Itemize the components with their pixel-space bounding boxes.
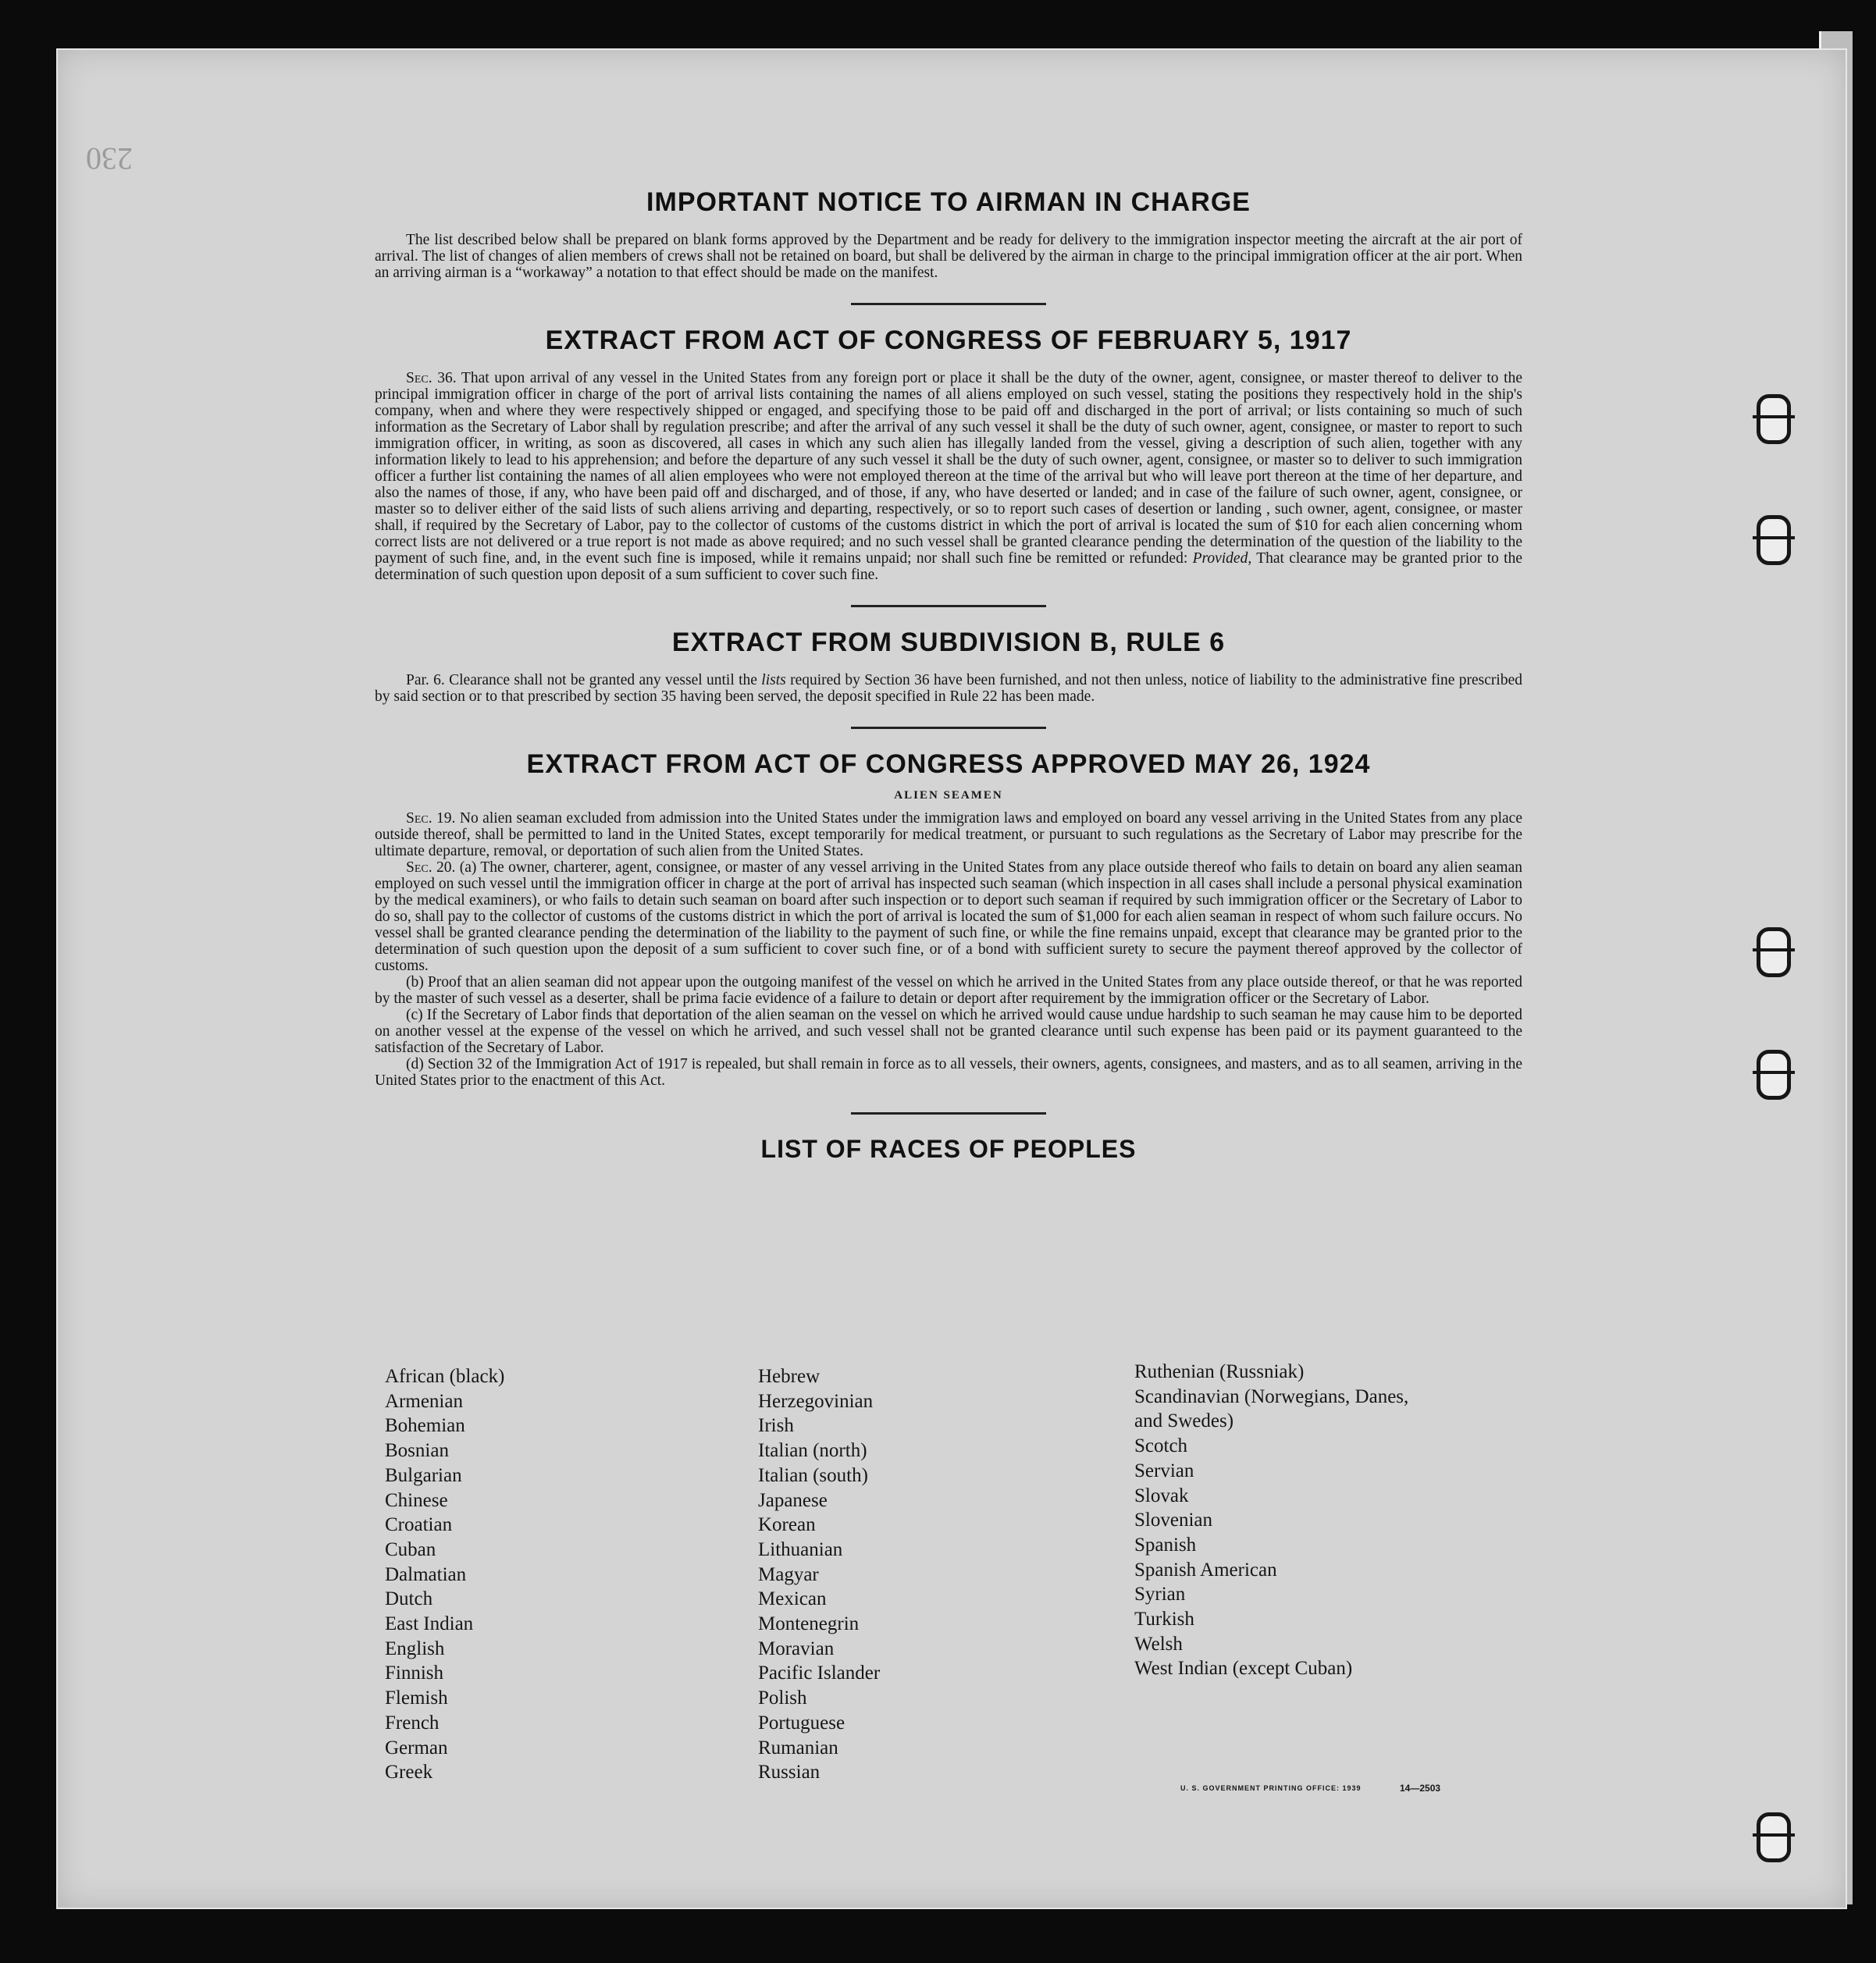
race-item: Mexican <box>758 1588 827 1610</box>
race-item: Hebrew <box>758 1366 821 1387</box>
race-item: Scandinavian (Norwegians, Danes, and Swedes) <box>1134 1385 1409 1432</box>
section-label: Sec. 19. <box>406 810 456 827</box>
race-item: Bosnian <box>385 1440 449 1462</box>
races-column <box>1134 1360 1493 1681</box>
sec20c-text: (c) If the Secretary of Labor finds that deportation of the alien seaman on the vessel on which he arrived would cause undue hardship to such seaman he may cause him to be deported on another vessel at the expense of the vessel on which he arrived, and such vessel shall not be granted clearance until such expense has been paid or its payment guaranteed to the satisfaction of the Secretary of Labor. <box>375 1007 1522 1056</box>
race-item: African (black) <box>385 1366 505 1387</box>
race-item: English <box>385 1638 445 1659</box>
divider-rule <box>851 303 1046 305</box>
binder-ring <box>1757 515 1791 565</box>
sec20b-text: (b) Proof that an alien seaman did not appear upon the outgoing manifest of the vessel on which he arrived in the United States from any place outside thereof, or that he was reported by the master of such vessel as a deserter, shall be prima facie evidence of a failure to detain or deport after requirement by the immigration officer or the Secretary of Labor. <box>375 974 1522 1007</box>
printer-imprint: U. S. GOVERNMENT PRINTING OFFICE: 1939 <box>1180 1784 1362 1792</box>
race-item: Cuban <box>385 1538 436 1560</box>
race-item: Scotch <box>1134 1435 1188 1457</box>
race-item: Korean <box>758 1514 816 1536</box>
race-item: Dutch <box>385 1588 433 1610</box>
race-item: Welsh <box>1134 1633 1183 1655</box>
race-item: West Indian (except Cuban) <box>1134 1658 1353 1680</box>
alien-seamen-subheading: ALIEN SEAMEN <box>894 789 1003 802</box>
race-item: Italian (south) <box>758 1464 868 1486</box>
sec20a-text <box>375 859 1522 974</box>
race-item: Croatian <box>385 1514 453 1536</box>
section-label: Sec. 36. <box>406 370 457 386</box>
sec20d-text: (d) Section 32 of the Immigration Act of 1917 is repealed, but shall remain in force as to all vessels, their owners, agents, consignees, and masters, and as to all seamen, arriving in the United States prior to the enactment of this Act. <box>375 1056 1522 1089</box>
rule6-text <box>375 672 1522 705</box>
race-item: Servian <box>1134 1460 1194 1481</box>
notice-text: The list described below shall be prepared on blank forms approved by the Department and be ready for delivery to the immigration inspector meeting the aircraft at the air port of arrival. The list of changes of alien members of crews shall not be retained on board, but shall be delivered by the airman in charge to the principal immigration officer at the air port. When an arriving airman is a “workaway” a notation to that effect should be made on the manifest. <box>375 232 1522 281</box>
race-item: Dalmatian <box>385 1563 467 1585</box>
race-item: Polish <box>758 1687 807 1709</box>
race-item: Armenian <box>385 1390 463 1412</box>
race-item: Bulgarian <box>385 1464 462 1486</box>
binder-ring <box>1757 1812 1791 1862</box>
act-1924-section <box>375 749 1522 1089</box>
race-item: Greek <box>385 1762 433 1783</box>
section-body: That upon arrival of any vessel in the United States from any foreign port or place it shall be the duty of the owner, agent, consignee, or master thereof to deliver to the principal immigration officer in charge of the port of arrival lists containing the names of all aliens employed on such vessel, stating the positions they respectively hold in the ship's company, when and where they were respectively shipped or engaged, and specifying those to be paid off and discharged in the port of arrival; or lists containing so much of such information as the Secretary of Labor shall by regulation prescribe; and after the arrival of any such vessel it shall be the duty of such owner, agent, consignee, or master to report to such immigration officer, in writing, as soon as discovered, all cases in which any such alien has illegally landed from the vessel, giving a description of such alien, together with any information likely to lead to his apprehension; and before the departure of any such vessel it shall be the duty of such owner, agent, consignee, or master so to deliver to such immigration officer a further list containing the names of all alien employees who were not employed thereon at the time of the arrival but who will leave port thereon at the time of her departure, and also the names of those, if any, who have been paid off and discharged, and of those, if any, who have deserted or landed; and in case of the failure of such owner, agent, consignee, or master so to deliver either of the said lists of such aliens arriving and departing, respectively, or so to report such cases of desertion or landing , such owner, agent, consignee, or master shall, if required by the Secretary of Labor, pay to the collector of customs of the customs district in which the port of arrival is located the sum of $10 for each alien concerning whom correct lists are not delivered or a true report is not made as above required; and no such vessel shall be granted clearance pending the determination of the question of the liability to the payment of such fine, and, in the event such fine is imposed, while it remains unpaid; nor shall such fine be remitted or refunded: <box>375 370 1522 567</box>
race-item: Pacific Islander <box>758 1663 881 1684</box>
race-item: Rumanian <box>758 1737 838 1759</box>
binder-ring <box>1757 394 1791 444</box>
race-item: Spanish American <box>1134 1559 1277 1581</box>
notice-section <box>375 187 1522 281</box>
proviso-word: Provided, <box>1192 550 1252 567</box>
race-item: German <box>385 1737 448 1759</box>
act-1917-section <box>375 325 1522 583</box>
divider-rule <box>851 727 1046 729</box>
race-item: Slovak <box>1134 1485 1189 1506</box>
rule6-text-before: Par. 6. Clearance shall not be granted any vessel until the <box>406 672 757 688</box>
race-item: Moravian <box>758 1638 835 1659</box>
section-body: (a) The owner, charterer, agent, consignee, or master of any vessel arriving in the United States from any place outside thereof who fails to detain on board any alien seaman employed on such vessel until the immigration officer in charge at the port of arrival has inspected such seaman (which inspection in all cases shall include a personal physical examination by the medical examiners), or who fails to detain such seaman on board after such inspection or to deport such seaman if required by such immigration officer or the Secretary of Labor to do so, shall pay to the collector of customs of the customs district in which the port of arrival is located the sum of $1,000 for each alien seaman in respect of whom such failure occurs. No vessel shall be granted clearance pending the determination of the liability to the payment of such fine, or while the fine remains unpaid, except that clearance may be granted prior to the determination of such question upon the deposit of a sum sufficient to cover such fine, or of a bond with sufficient surety to secure the payment thereof approved by the collector of customs. <box>375 859 1522 974</box>
rule6-section <box>375 628 1522 705</box>
race-item: Lithuanian <box>758 1538 843 1560</box>
sec19-text <box>375 810 1522 859</box>
document-content <box>375 187 1522 1164</box>
section-body: No alien seaman excluded from admission into the United States under the immigration laws and employed on board any vessel arriving in the United States from any place outside thereof, shall be permitted to land in the United States, except temporarily for medical treatment, or pursuant to such regulations as the Secretary of Labor may prescribe for the ultimate departure, removal, or deportation of such alien from the United States. <box>375 810 1522 859</box>
race-item: Finnish <box>385 1663 444 1684</box>
races-column <box>385 1364 744 1785</box>
section-label: Sec. 20. <box>406 859 456 876</box>
page-number: 230 <box>86 141 133 176</box>
rule6-italic-word: lists <box>761 672 786 688</box>
race-item: Bohemian <box>385 1415 465 1437</box>
notice-heading: IMPORTANT NOTICE TO AIRMAN IN CHARGE <box>646 187 1251 217</box>
race-item: Chinese <box>385 1489 448 1511</box>
rule6-heading: EXTRACT FROM SUBDIVISION B, RULE 6 <box>671 628 1226 657</box>
race-item: Spanish <box>1134 1534 1197 1556</box>
race-item: Irish <box>758 1415 794 1437</box>
binder-ring <box>1757 927 1791 977</box>
race-item: Flemish <box>385 1687 448 1709</box>
races-column <box>758 1364 1117 1785</box>
proviso-text: That clearance may be granted prior to the determination of such question upon deposit of a sum sufficient to cover such fine. <box>375 550 1523 583</box>
race-item: Russian <box>758 1762 821 1783</box>
race-item: Herzegovinian <box>758 1390 874 1412</box>
race-item: Turkish <box>1134 1609 1194 1630</box>
act-1924-heading: EXTRACT FROM ACT OF CONGRESS APPROVED MAY 26, 1924 <box>526 749 1371 779</box>
divider-rule <box>851 605 1046 607</box>
race-item: Japanese <box>758 1489 828 1511</box>
divider-rule <box>851 1112 1046 1115</box>
race-item: Montenegrin <box>758 1613 860 1635</box>
act-1917-text <box>375 370 1522 583</box>
binder-ring <box>1757 1050 1791 1100</box>
race-item: Syrian <box>1134 1584 1186 1606</box>
races-heading: LIST OF RACES OF PEOPLES <box>760 1135 1137 1163</box>
race-item: Italian (north) <box>758 1440 867 1462</box>
act-1917-heading: EXTRACT FROM ACT OF CONGRESS OF FEBRUARY 5, 1917 <box>545 325 1352 355</box>
rule6-text-after: required by Section 36 have been furnished, and not then unless, notice of liability to the administrative fine prescribed by said section or to that prescribed by section 35 having been served, the deposit specified in Rule 22 has been made. <box>375 672 1522 705</box>
race-item: Slovenian <box>1134 1510 1212 1531</box>
race-item: Magyar <box>758 1563 819 1585</box>
race-item: Ruthenian (Russniak) <box>1134 1361 1305 1382</box>
form-number: 14—2503 <box>1400 1783 1441 1794</box>
race-item: French <box>385 1712 440 1734</box>
race-item: Portuguese <box>758 1712 845 1734</box>
race-item: East Indian <box>385 1613 474 1635</box>
